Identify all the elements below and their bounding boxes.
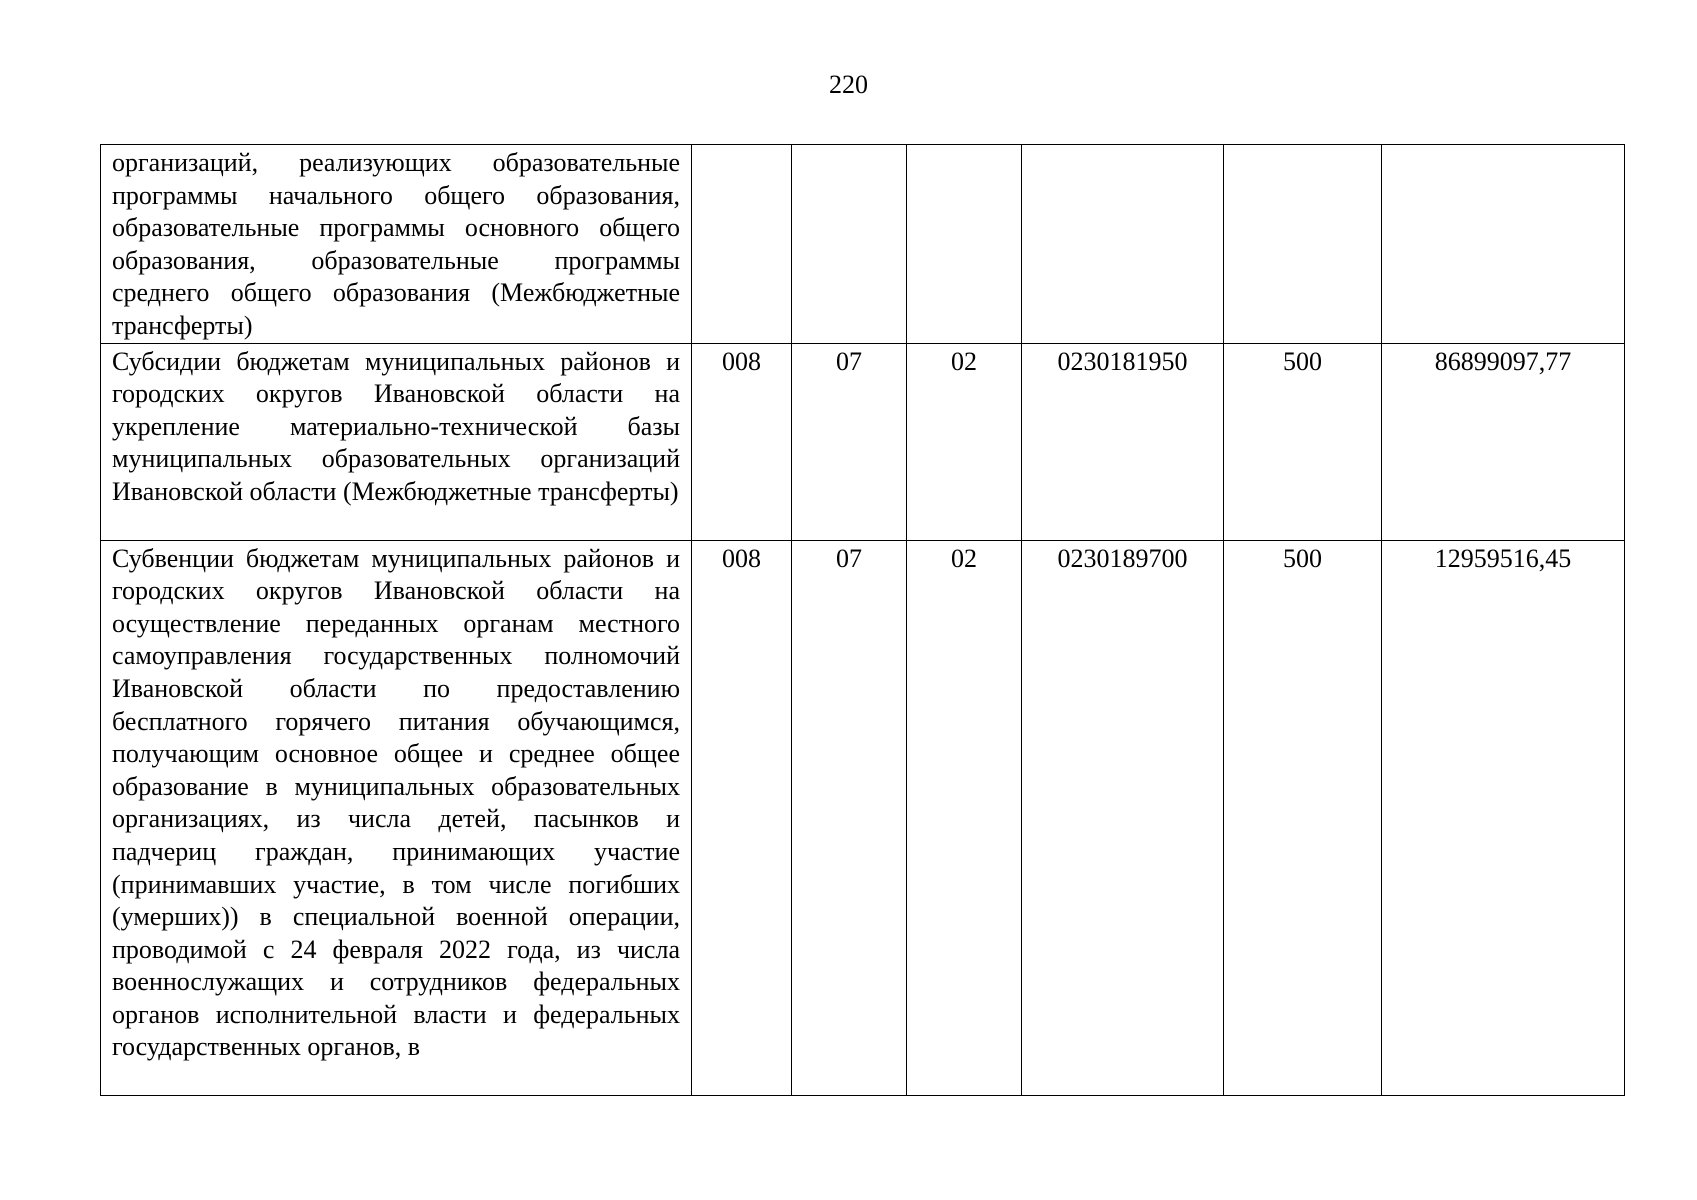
expense-type-cell: 500	[1224, 540, 1382, 1095]
target-article-cell	[1022, 145, 1224, 344]
subsection-code-cell	[907, 145, 1022, 344]
section-code-cell	[792, 145, 907, 344]
expense-type-cell	[1224, 145, 1382, 344]
ministry-code-cell	[692, 145, 792, 344]
subsection-code-cell: 02	[907, 343, 1022, 540]
section-code-cell: 07	[792, 540, 907, 1095]
budget-table	[100, 144, 1625, 1096]
row-description: Субсидии бюджетам муниципальных районов и городских округов Ивановской области на укрепление материально-технической базы муниципальных образовательных организаций Ивановской области (Межбюджетные трансферты)	[101, 343, 692, 540]
row-description: организаций, реализующих образовательные программы начального общего образования, образовательные программы основного общего образования, образовательные программы среднего общего образования (Межбюджетные трансферты)	[101, 145, 692, 344]
section-code-cell: 07	[792, 343, 907, 540]
subsection-code-cell: 02	[907, 540, 1022, 1095]
expense-type-cell: 500	[1224, 343, 1382, 540]
table-row	[101, 145, 1625, 344]
target-article-cell: 0230189700	[1022, 540, 1224, 1095]
amount-cell	[1382, 145, 1625, 344]
ministry-code-cell: 008	[692, 343, 792, 540]
target-article-cell: 0230181950	[1022, 343, 1224, 540]
row-description: Субвенции бюджетам муниципальных районов и городских округов Ивановской области на осуществление переданных органам местного самоуправления государственных полномочий Ивановской области по предоставлению бесплатного горячего питания обучающимся, получающим основное общее и среднее общее образование в муниципальных образовательных организациях, из числа детей, пасынков и падчериц граждан, принимающих участие (принимавших участие, в том числе погибших (умерших)) в специальной военной операции, проводимой с 24 февраля 2022 года, из числа военнослужащих и сотрудников федеральных органов исполнительной власти и федеральных государственных органов, в	[101, 540, 692, 1095]
amount-cell: 12959516,45	[1382, 540, 1625, 1095]
page-number: 220	[829, 70, 868, 99]
amount-cell: 86899097,77	[1382, 343, 1625, 540]
table-row	[101, 343, 1625, 540]
ministry-code-cell: 008	[692, 540, 792, 1095]
table-row	[101, 540, 1625, 1095]
